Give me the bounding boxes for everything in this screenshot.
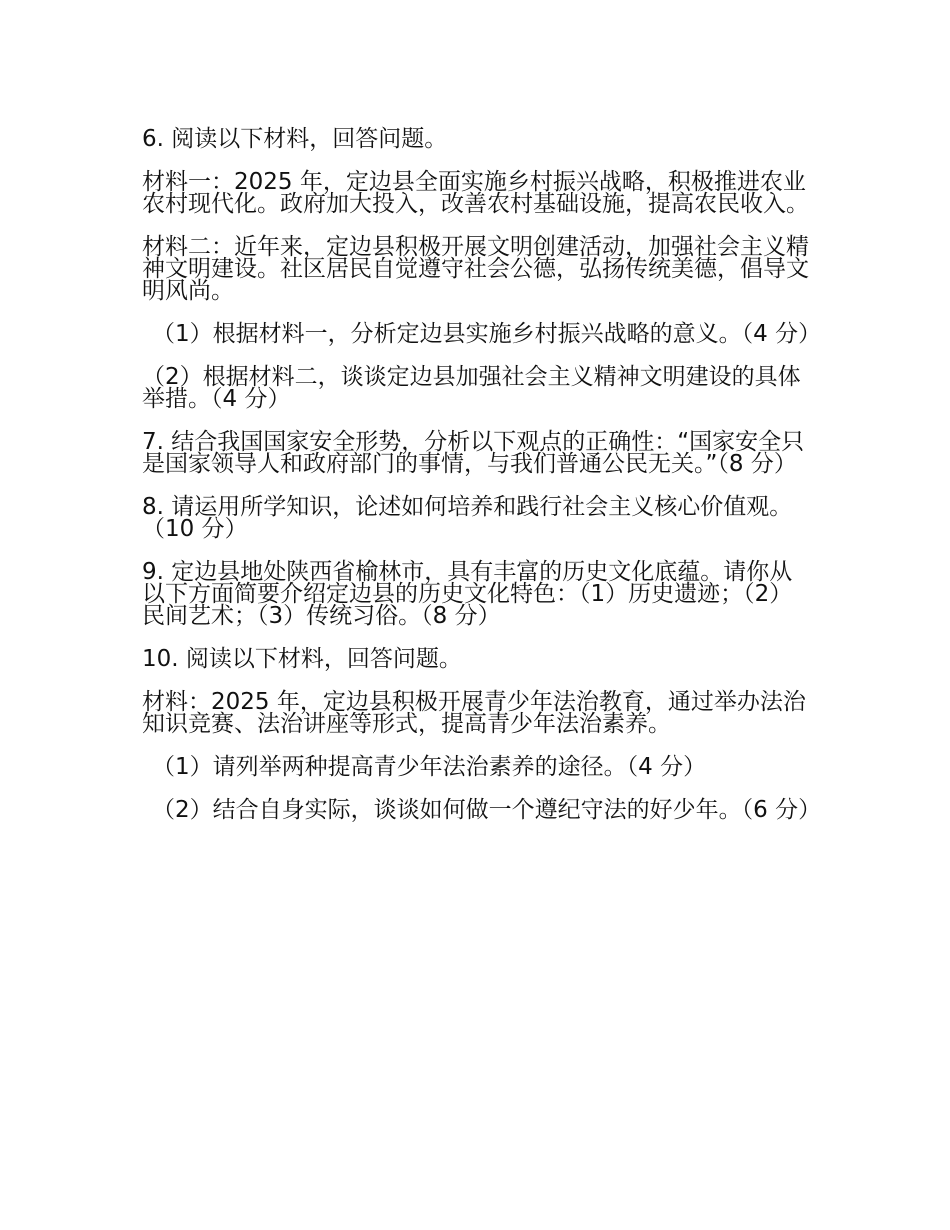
document-page <box>142 126 822 842</box>
q10-title: 10. 阅读以下材料，回答问题。 <box>142 646 462 672</box>
q10-subquestion-2: （2）结合自身实际，谈谈如何做一个遵纪守法的好少年。（6 分） <box>152 797 822 823</box>
q6-subquestion-2: （2）根据材料二，谈谈定边县加强社会主义精神文明建设的具体举措。（4 分） <box>142 364 801 412</box>
q9-question: 9. 定边县地处陕西省榆林市，具有丰富的历史文化底蕴。请你从以下方面简要介绍定边县的历史文化特色：（1）历史遗迹；（2）民间艺术；（3）传统习俗。（8 分） <box>142 559 793 629</box>
q10-material: 材料：2025 年，定边县积极开展青少年法治教育，通过举办法治知识竞赛、法治讲座等形式，提高青少年法治素养。 <box>142 689 806 737</box>
q6-material-2: 材料二：近年来，定边县积极开展文明创建活动，加强社会主义精神文明建设。社区居民自觉遵守社会公德，弘扬传统美德，倡导文明风尚。 <box>142 234 809 304</box>
q6-material-1: 材料一：2025 年，定边县全面实施乡村振兴战略，积极推进农业农村现代化。政府加大投入，改善农村基础设施，提高农民收入。 <box>142 169 809 217</box>
q8-question: 8. 请运用所学知识，论述如何培养和践行社会主义核心价值观。（10 分） <box>142 494 793 542</box>
q10-subquestion-1: （1）请列举两种提高青少年法治素养的途径。（4 分） <box>152 754 707 780</box>
q6-title: 6. 阅读以下材料，回答问题。 <box>142 126 448 152</box>
q6-subquestion-1: （1）根据材料一，分析定边县实施乡村振兴战略的意义。（4 分） <box>152 321 822 347</box>
q7-question: 7. 结合我国国家安全形势，分析以下观点的正确性：“国家安全只是国家领导人和政府部门的事情，与我们普通公民无关。”（8 分） <box>142 429 805 477</box>
